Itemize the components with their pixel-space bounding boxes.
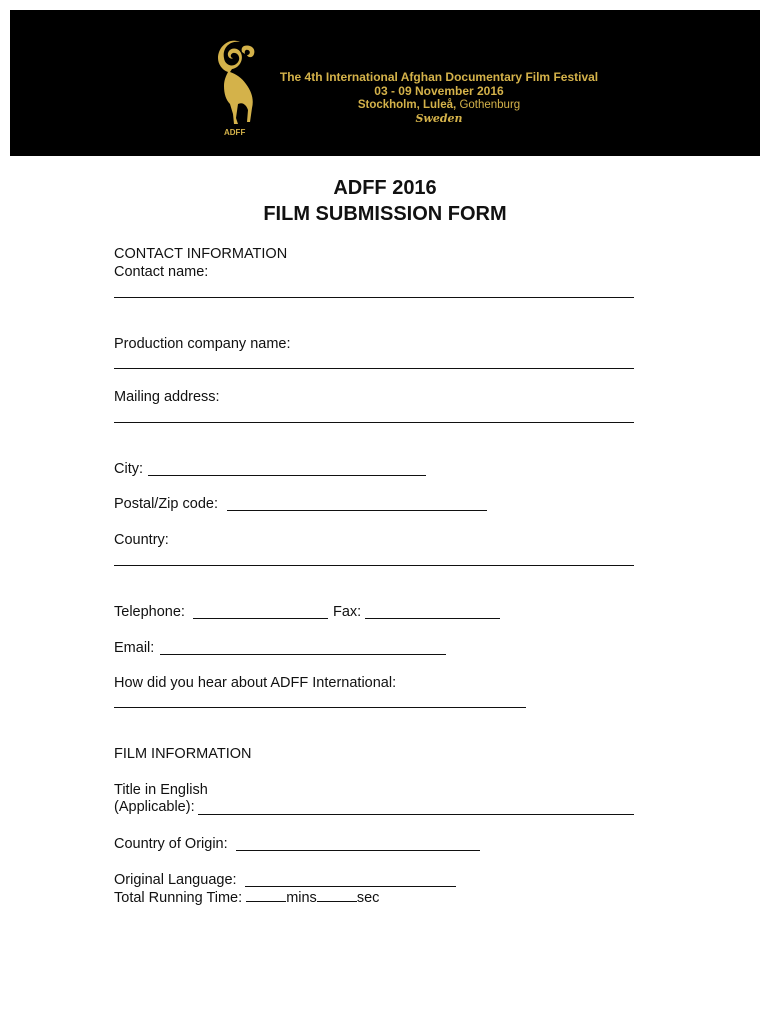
postal-code-label: Postal/Zip code: — [114, 496, 218, 512]
festival-dates: 03 - 09 November 2016 — [374, 84, 504, 98]
festival-country: Sweden — [415, 112, 463, 125]
heard-about-field[interactable] — [114, 707, 526, 708]
title-english-label: Title in English — [114, 782, 208, 798]
postal-code-field[interactable] — [227, 510, 487, 511]
email-label: Email: — [114, 640, 155, 656]
running-time-label: Total Running Time: — [114, 890, 243, 906]
country-field[interactable] — [114, 565, 634, 566]
fax-label: Fax: — [333, 604, 362, 620]
country-label: Country: — [114, 532, 169, 548]
film-section-heading: FILM INFORMATION — [114, 746, 252, 762]
country-of-origin-field[interactable] — [236, 850, 480, 851]
festival-info — [272, 70, 606, 126]
festival-cities: Stockholm, Luleå, Gothenburg — [357, 99, 521, 111]
city-field[interactable] — [148, 475, 426, 476]
form-title: ADFF 2016 — [333, 177, 437, 199]
contact-name-field[interactable] — [114, 297, 634, 298]
festival-banner — [10, 10, 760, 156]
mins-unit: mins — [286, 890, 317, 906]
production-company-field[interactable] — [114, 368, 634, 369]
original-language-label: Original Language: — [114, 872, 237, 888]
running-time-sec-field[interactable] — [317, 889, 357, 902]
email-field[interactable] — [160, 654, 446, 655]
city-label: City: — [114, 461, 143, 477]
form-subtitle: FILM SUBMISSION FORM — [263, 203, 507, 225]
country-of-origin-label: Country of Origin: — [114, 836, 228, 852]
ram-logo-icon — [206, 38, 268, 138]
sec-unit: sec — [356, 890, 380, 906]
fax-field[interactable] — [365, 618, 500, 619]
running-time-mins-field[interactable] — [246, 889, 286, 902]
festival-name: The 4th International Afghan Documentary Film Festival — [279, 70, 599, 84]
telephone-field[interactable] — [193, 618, 328, 619]
production-company-label: Production company name: — [114, 336, 291, 352]
contact-section-heading: CONTACT INFORMATION — [114, 246, 288, 262]
mailing-address-label: Mailing address: — [114, 389, 220, 405]
title-english-field[interactable] — [198, 814, 634, 815]
svg-text:ADFF: ADFF — [224, 128, 246, 137]
contact-name-label: Contact name: — [114, 264, 209, 280]
applicable-label: (Applicable): — [114, 799, 195, 815]
running-time-row — [114, 889, 379, 906]
mailing-address-field[interactable] — [114, 422, 634, 423]
telephone-label: Telephone: — [114, 604, 185, 620]
original-language-field[interactable] — [245, 886, 456, 887]
heard-about-label: How did you hear about ADFF International: — [114, 675, 397, 691]
